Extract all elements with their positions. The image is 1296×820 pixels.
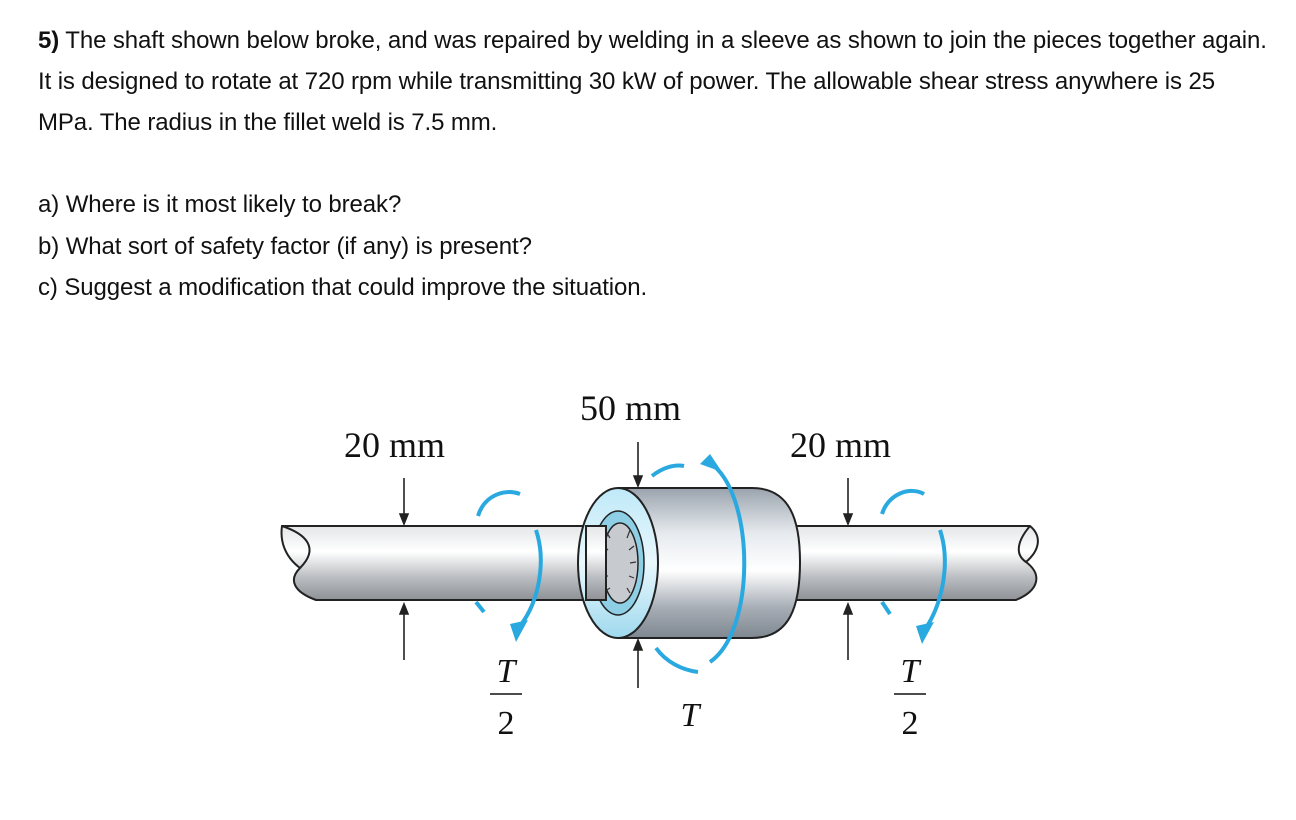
problem-text: The shaft shown below broke, and was repaired by welding in a sleeve as shown to join the pieces together again. It is designed to rotate at 720 rpm while transmitting 30 kW of power. The allowable shear stress anywhere is 25 MPa. The radius in the fillet weld is 7.5 mm. — [38, 27, 1267, 136]
dim-label-center: 50 mm — [580, 388, 682, 428]
question-part-b: b) What sort of safety factor (if any) is present? — [38, 232, 532, 260]
torque-arrow-left-bottom — [476, 602, 484, 612]
question-part-c: c) Suggest a modification that could improve the situation. — [38, 274, 648, 301]
weld-sleeve — [578, 488, 800, 638]
torque-arrow-left-top — [478, 492, 520, 516]
shaft-diagram — [270, 380, 1060, 760]
torque-arrow-center-bottom — [656, 648, 698, 672]
dim-label-left: 20 mm — [344, 425, 446, 465]
right-shaft — [780, 526, 1038, 600]
shaft-figure — [270, 380, 1060, 760]
problem-number: 5) — [38, 27, 60, 54]
torque-arrow-right-bottom — [882, 602, 890, 614]
problem-statement — [38, 20, 1268, 143]
torque-right-numerator: T — [900, 653, 920, 690]
torque-left-numerator: T — [496, 653, 516, 690]
torque-arrow-center-top — [652, 465, 684, 476]
dim-label-right: 20 mm — [790, 425, 892, 465]
question-parts — [38, 184, 938, 309]
question-part-a: a) Where is it most likely to break? — [38, 191, 402, 218]
torque-arrow-right-top — [882, 491, 924, 514]
torque-center-label: T — [680, 697, 700, 734]
torque-right-denominator: 2 — [901, 705, 919, 742]
torque-left-denominator: 2 — [497, 705, 515, 742]
